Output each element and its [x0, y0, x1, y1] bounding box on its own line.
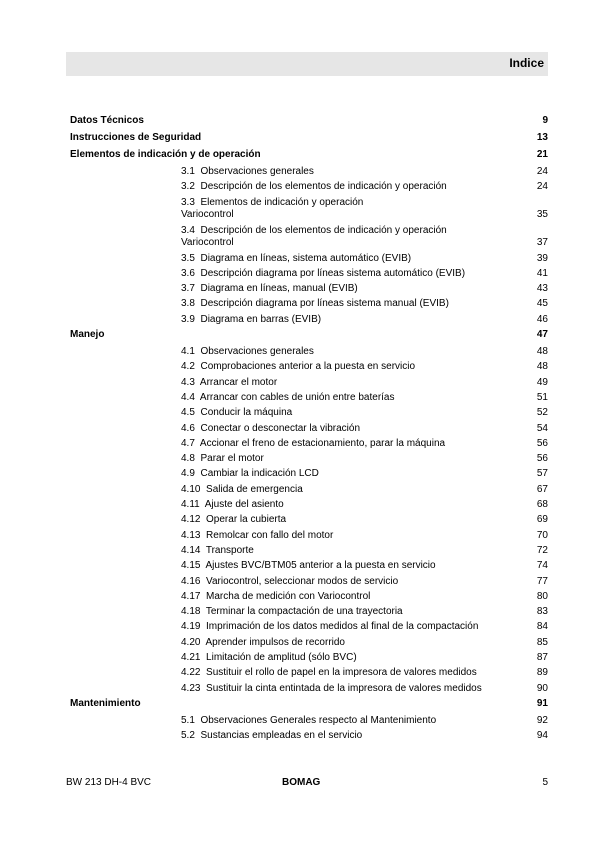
toc-entry-page: 91 [536, 697, 548, 709]
toc-subsection-entry [70, 181, 548, 196]
toc-entry-number: 4.2 [181, 361, 195, 373]
toc-entry-page: 77 [536, 575, 548, 587]
toc-entry-number: 5.1 [181, 714, 195, 726]
toc-entry-page: 89 [536, 667, 548, 679]
toc-entry-number: 4.19 [181, 621, 201, 633]
toc-entry-page: 51 [536, 391, 548, 403]
toc-entry-page: 70 [536, 529, 548, 541]
toc-entry-title: Descripción diagrama por líneas sistema automático (EVIB) [200, 267, 466, 279]
toc-entry-number: 4.5 [181, 407, 195, 419]
toc-entry-title: Aprender impulsos de recorrido [205, 636, 345, 648]
toc-subsection-entry [70, 652, 548, 667]
toc-subsection-entry [70, 361, 548, 376]
toc-entry-title: Datos Técnicos [70, 115, 144, 126]
toc-entry-number: 3.4 [181, 224, 195, 236]
toc-entry-title: Arrancar el motor [199, 376, 278, 388]
toc-entry-title: Descripción de los elementos de indicación y operación [200, 181, 447, 193]
toc-entry-page: 74 [536, 560, 548, 572]
toc-subsection-entry [70, 407, 548, 422]
toc-subsection-entry [70, 576, 548, 591]
toc-subsection-entry [70, 484, 548, 499]
toc-subsection-entry [70, 715, 548, 730]
toc-subsection-entry [70, 667, 548, 682]
toc-entry-page: 52 [536, 407, 548, 419]
toc-entry-title: Conectar o desconectar la vibración [200, 422, 360, 434]
toc-entry-title: Elementos de indicación y de operación [70, 149, 261, 160]
toc-entry-title: Manejo [70, 329, 105, 341]
toc-subsection-entry [70, 253, 548, 268]
toc-entry-number: 4.22 [181, 667, 201, 679]
header-bar [66, 52, 548, 76]
toc-entry-page: 90 [536, 682, 548, 694]
table-of-contents [70, 115, 548, 746]
toc-entry-title: Ajustes BVC/BTM05 anterior a la puesta en servicio [205, 560, 436, 572]
toc-entry-page: 48 [536, 346, 548, 358]
toc-entry-page: 87 [536, 652, 548, 664]
toc-section-entry [70, 149, 548, 166]
toc-entry-title: Ajuste del asiento [204, 499, 284, 511]
toc-entry-title: Salida de emergencia [206, 483, 303, 495]
toc-entry-title: Mantenimiento [70, 697, 141, 709]
toc-entry-page: 47 [536, 329, 548, 341]
toc-entry-title: Arrancar con cables de unión entre baterías [199, 391, 395, 403]
toc-entry-title: Descripción diagrama por líneas sistema manual (EVIB) [200, 298, 449, 310]
toc-entry-number: 4.7 [181, 437, 195, 449]
toc-subsection-entry [70, 438, 548, 453]
toc-entry-number: 4.4 [181, 391, 195, 403]
toc-entry-title: Imprimación de los datos medidos al final de la compactación [206, 621, 479, 633]
footer-page-number: 5 [542, 777, 548, 788]
toc-entry-page: 92 [536, 714, 548, 726]
toc-entry-number: 3.6 [181, 267, 195, 279]
toc-entry-number: 4.23 [181, 682, 201, 694]
toc-subsection-entry [70, 560, 548, 575]
toc-entry-title: Conducir la máquina [200, 407, 293, 419]
toc-entry-page: 83 [536, 606, 548, 618]
toc-entry-page: 67 [536, 483, 548, 495]
toc-entry-number: 4.21 [181, 652, 201, 664]
toc-subsection-entry [70, 314, 548, 329]
toc-entry-title: Marcha de medición con Variocontrol [206, 590, 371, 602]
toc-entry-title: Transporte [205, 544, 254, 556]
toc-entry-title: Parar el motor [200, 453, 264, 465]
toc-subsection-entry [70, 606, 548, 621]
toc-entry-title: Diagrama en líneas, manual (EVIB) [200, 283, 358, 295]
toc-entry-number: 4.9 [181, 468, 195, 480]
toc-entry-title: Sustituir la cinta entintada de la impresora de valores medidos [206, 682, 482, 694]
footer-model: BW 213 DH-4 BVC [66, 777, 152, 788]
toc-subsection-entry [70, 197, 548, 225]
toc-subsection-entry [70, 225, 548, 253]
toc-entry-number: 3.8 [181, 298, 195, 310]
toc-entry-page: 85 [536, 636, 548, 648]
toc-entry-number: 4.1 [181, 346, 195, 358]
toc-entry-title: Diagrama en líneas, sistema automático (EVIB) [200, 252, 412, 264]
toc-entry-title: Accionar el freno de estacionamiento, parar la máquina [199, 437, 446, 449]
toc-entry-page: 41 [536, 267, 548, 279]
toc-subsection-entry [70, 166, 548, 181]
toc-entry-page: 56 [536, 453, 548, 465]
toc-subsection-entry [70, 499, 548, 514]
toc-entry-page: 84 [536, 621, 548, 633]
toc-entry-title: Sustituir el rollo de papel en la impresora de valores medidos [206, 667, 477, 679]
toc-entry-page: 45 [536, 298, 548, 310]
toc-subsection-entry [70, 683, 548, 698]
toc-entry-title: Terminar la compactación de una trayectoria [205, 606, 403, 618]
toc-entry-number: 4.10 [181, 483, 201, 495]
toc-entry-page: 39 [536, 252, 548, 264]
toc-entry-number: 4.6 [181, 422, 195, 434]
toc-entry-page: 68 [536, 499, 548, 511]
toc-subsection-entry [70, 453, 548, 468]
toc-entry-page: 72 [536, 544, 548, 556]
toc-entry-page: 48 [536, 361, 548, 373]
toc-subsection-entry [70, 621, 548, 636]
toc-entry-page: 57 [536, 468, 548, 480]
footer-brand: BOMAG [282, 777, 321, 788]
toc-entry-title: Descripción de los elementos de indicación y operación Variocontrol [181, 224, 447, 248]
toc-entry-page: 80 [536, 590, 548, 602]
toc-section-entry [70, 115, 548, 132]
toc-subsection-entry [70, 392, 548, 407]
toc-subsection-entry [70, 530, 548, 545]
toc-entry-number: 4.14 [181, 544, 201, 556]
toc-subsection-entry [70, 298, 548, 313]
toc-entry-number: 3.9 [181, 313, 195, 325]
toc-entry-number: 4.20 [181, 636, 201, 648]
toc-entry-title: Operar la cubierta [206, 514, 287, 526]
toc-entry-page: 24 [536, 166, 548, 177]
toc-entry-page: 35 [536, 208, 548, 220]
toc-entry-title: Diagrama en barras (EVIB) [200, 313, 322, 325]
page-title: Indice [509, 56, 544, 70]
toc-entry-page: 46 [536, 313, 548, 325]
toc-entry-number: 4.11 [181, 499, 200, 511]
toc-entry-title: Elementos de indicación y operación Variocontrol [181, 196, 364, 220]
toc-entry-number: 3.1 [181, 166, 195, 177]
toc-entry-title: Observaciones generales [200, 166, 314, 177]
toc-entry-title: Observaciones generales [200, 346, 314, 358]
toc-section-entry [70, 132, 548, 149]
toc-entry-number: 5.2 [181, 730, 195, 742]
toc-subsection-entry [70, 346, 548, 361]
toc-subsection-entry [70, 545, 548, 560]
toc-entry-title: Variocontrol, seleccionar modos de servicio [206, 575, 399, 587]
toc-subsection-entry [70, 730, 548, 745]
toc-subsection-entry [70, 377, 548, 392]
toc-subsection-entry [70, 468, 548, 483]
toc-entry-title: Sustancias empleadas en el servicio [200, 730, 363, 742]
toc-entry-title: Limitación de amplitud (sólo BVC) [206, 652, 357, 664]
toc-entry-number: 4.17 [181, 590, 201, 602]
toc-entry-page: 43 [536, 283, 548, 295]
toc-subsection-entry [70, 268, 548, 283]
toc-entry-number: 3.7 [181, 283, 195, 295]
toc-subsection-entry [70, 591, 548, 606]
toc-entry-page: 9 [542, 115, 548, 126]
toc-entry-title: Observaciones Generales respecto al Mantenimiento [200, 714, 437, 726]
toc-entry-title: Remolcar con fallo del motor [206, 529, 334, 541]
footer [66, 777, 548, 789]
toc-entry-page: 21 [536, 149, 548, 160]
toc-entry-page: 49 [536, 376, 548, 388]
toc-subsection-entry [70, 283, 548, 298]
toc-subsection-entry [70, 423, 548, 438]
toc-entry-number: 4.8 [181, 453, 195, 465]
toc-entry-title: Instrucciones de Seguridad [70, 132, 202, 143]
toc-entry-page: 69 [536, 514, 548, 526]
toc-entry-page: 56 [536, 437, 548, 449]
toc-entry-number: 3.5 [181, 252, 195, 264]
toc-entry-number: 3.3 [181, 196, 195, 208]
toc-section-entry [70, 698, 548, 715]
toc-subsection-entry [70, 637, 548, 652]
toc-entry-title: Cambiar la indicación LCD [200, 468, 319, 480]
toc-entry-number: 4.13 [181, 529, 201, 541]
toc-entry-page: 13 [536, 132, 548, 143]
toc-entry-page: 94 [536, 730, 548, 742]
toc-entry-page: 37 [536, 236, 548, 248]
toc-entry-number: 3.2 [181, 181, 195, 193]
toc-entry-title: Comprobaciones anterior a la puesta en servicio [200, 361, 416, 373]
toc-section-entry [70, 329, 548, 346]
toc-entry-page: 24 [536, 181, 548, 193]
toc-entry-page: 54 [536, 422, 548, 434]
toc-entry-number: 4.18 [181, 606, 201, 618]
toc-entry-number: 4.16 [181, 575, 201, 587]
toc-entry-number: 4.12 [181, 514, 201, 526]
toc-subsection-entry [70, 514, 548, 529]
toc-entry-number: 4.15 [181, 560, 201, 572]
toc-entry-number: 4.3 [181, 376, 195, 388]
